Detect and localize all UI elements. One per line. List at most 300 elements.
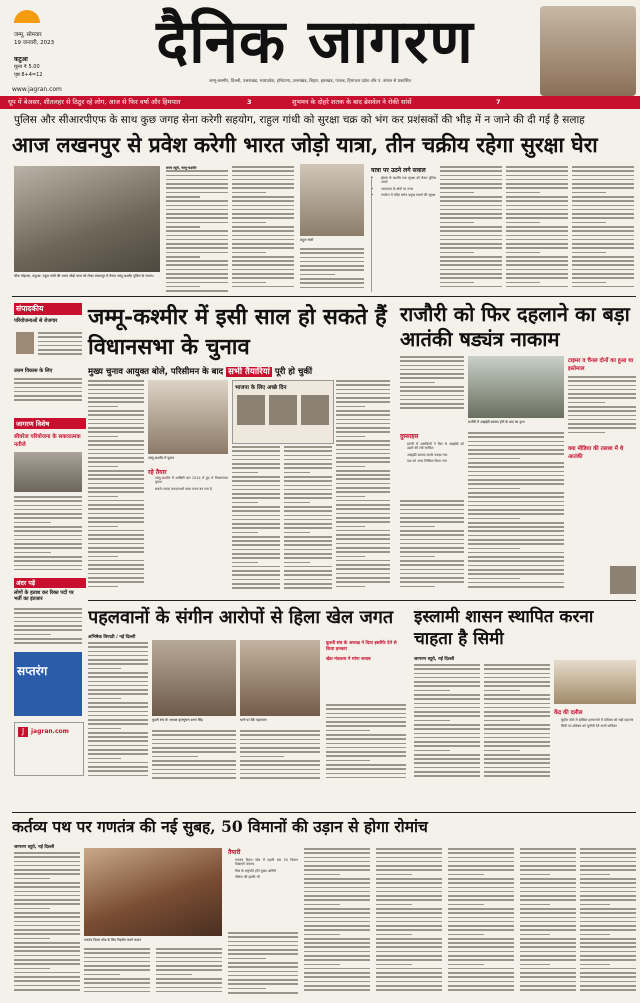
text-line: [448, 908, 514, 910]
text-line: [152, 760, 236, 762]
lead-subhead: यात्रा पर उठने लगे सवाल: [371, 167, 426, 174]
text-line: [376, 989, 442, 991]
text-line: [468, 582, 564, 584]
text-line: [166, 200, 228, 202]
text-line: [88, 719, 148, 721]
rajouri-bullet: • एक को आज निष्क्रिय किया गया: [407, 459, 464, 463]
text-line: [284, 450, 332, 452]
text-line: [336, 453, 390, 455]
text-line: [400, 504, 464, 506]
cricketer-photo: [540, 6, 636, 96]
text-line: [88, 749, 148, 751]
text-line: [580, 989, 636, 991]
text-line: [232, 179, 294, 181]
text-line: [88, 436, 118, 438]
text-line: [300, 265, 364, 267]
republic-body-1: [14, 852, 80, 998]
text-line: [376, 959, 442, 961]
text-line: [336, 414, 390, 416]
text-line: [304, 959, 370, 961]
republic-headline[interactable]: कर्तव्य पथ पर गणतंत्र की नई सुबह, 50 विमानों की उड़ान से होगा रोमांच: [12, 817, 428, 836]
jk-body-2: [232, 446, 280, 594]
text-line: [376, 904, 412, 906]
masthead: [0, 0, 640, 96]
text-line: [414, 673, 480, 675]
text-line: [284, 557, 332, 559]
text-line: [520, 985, 576, 987]
text-line: [336, 457, 390, 459]
text-line: [14, 959, 80, 961]
text-line: [400, 373, 464, 375]
text-line: [14, 387, 82, 389]
text-line: [568, 402, 605, 404]
wrestlers-body-4: [326, 704, 406, 782]
text-line: [88, 538, 144, 540]
republic-body-2: [84, 948, 150, 998]
text-line: [304, 891, 370, 893]
text-line: [484, 685, 550, 687]
text-line: [484, 715, 550, 717]
text-line: [304, 989, 370, 991]
text-line: [520, 951, 576, 953]
text-line: [580, 908, 636, 910]
text-line: [440, 179, 502, 181]
islamic-body-2: [484, 664, 550, 782]
text-line: [88, 581, 144, 583]
text-line: [484, 741, 550, 743]
text-line: [228, 979, 298, 981]
text-line: [14, 921, 80, 923]
text-line: [572, 222, 606, 224]
text-line: [414, 703, 480, 705]
text-line: [376, 908, 442, 910]
text-line: [326, 730, 370, 732]
text-line: [440, 243, 502, 245]
text-line: [284, 540, 332, 542]
text-line: [336, 547, 390, 549]
text-line: [326, 738, 406, 740]
rajouri-box-title: टाइमर व चैनल दोनों का हुआ था इस्तेमाल: [568, 358, 634, 372]
text-line: [284, 587, 332, 589]
text-line: [88, 508, 144, 510]
text-line: [400, 586, 435, 588]
wrestlers-quote: कुश्ती संघ के अध्यक्ष ने दिया इस्तीफे देने से किया इनकार: [326, 641, 397, 652]
text-line: [14, 629, 82, 631]
andar-label: अंदर पढ़ें: [14, 578, 86, 588]
text-line: [520, 912, 576, 914]
text-line: [336, 423, 390, 425]
text-line: [304, 976, 370, 978]
islamic-box: [554, 718, 636, 808]
text-line: [376, 938, 442, 940]
text-line: [88, 440, 144, 442]
rahul-caption: राहुल गांधी: [300, 238, 314, 242]
text-line: [336, 474, 390, 476]
text-line: [304, 908, 370, 910]
text-line: [14, 886, 80, 888]
text-line: [400, 539, 464, 541]
text-line: [448, 904, 484, 906]
text-line: [572, 269, 634, 271]
text-line: [14, 500, 82, 502]
text-line: [400, 526, 435, 528]
text-line: [88, 770, 148, 772]
text-line: [336, 380, 390, 382]
text-line: [414, 762, 480, 764]
text-line: [468, 458, 520, 460]
text-line: [14, 638, 82, 640]
text-line: [326, 777, 406, 779]
text-line: [400, 369, 464, 371]
editorial-body: [38, 332, 82, 362]
jk-body-3: [284, 446, 332, 594]
text-line: [520, 874, 550, 876]
text-line: [232, 273, 294, 275]
text-line: [336, 504, 390, 506]
text-line: [520, 942, 576, 944]
text-line: [156, 991, 222, 993]
text-line: [84, 982, 150, 984]
text-line: [440, 213, 502, 215]
text-line: [88, 380, 144, 382]
republic-bullet: • मिस्र के राष्ट्रपति होंगे मुख्य अतिथि: [235, 869, 298, 873]
text-line: [484, 668, 550, 670]
text-line: [414, 664, 480, 666]
text-line: [468, 552, 564, 554]
text-line: [232, 502, 258, 504]
columnist-photo: [16, 332, 34, 354]
text-line: [414, 707, 480, 709]
section-divider: [12, 296, 636, 297]
text-line: [376, 861, 442, 863]
text-line: [14, 556, 82, 558]
text-line: [440, 205, 502, 207]
text-line: [152, 747, 236, 749]
ticker-page: 7: [496, 98, 501, 106]
text-line: [484, 673, 550, 675]
text-line: [448, 934, 484, 936]
vishesh-title[interactable]: सीवरेज परियोजना के सकारात्मक नतीजे: [14, 434, 81, 448]
lead-headline[interactable]: आज लखनपुर से प्रवेश करेगी भारत जोड़ो यात्रा, तीन चक्रीय रहेगा सुरक्षा घेरा: [12, 132, 598, 157]
text-line: [304, 929, 370, 931]
text-line: [166, 260, 228, 262]
text-line: [284, 553, 332, 555]
saptrang-box[interactable]: [14, 652, 82, 716]
text-line: [88, 753, 148, 755]
text-line: [326, 755, 406, 757]
rajouri-photo: [468, 356, 564, 418]
text-line: [414, 775, 480, 777]
text-line: [152, 777, 236, 779]
wrestlers-byline: अभिषेक त्रिपाठी / नई दिल्ली: [88, 635, 136, 640]
text-line: [232, 510, 280, 512]
text-line: [156, 957, 222, 959]
text-line: [336, 573, 390, 575]
text-line: [468, 505, 564, 507]
text-line: [506, 179, 568, 181]
islamic-headline[interactable]: इस्लामी शासन स्थापित करना चाहता है सिमी: [414, 607, 594, 649]
andar-title[interactable]: लोगों के हताश कर रिक्त पदों पर भर्ती का इंतजार: [14, 590, 74, 602]
editorial-title[interactable]: उत्तम विकास के लिए: [14, 368, 53, 374]
text-line: [232, 463, 280, 465]
text-line: [88, 651, 148, 653]
text-line: [88, 449, 144, 451]
text-line: [240, 760, 320, 762]
jk-side-box: [232, 380, 334, 444]
text-line: [304, 874, 340, 876]
text-line: [88, 401, 144, 403]
text-line: [232, 230, 294, 232]
text-line: [468, 496, 564, 498]
text-line: [14, 560, 82, 562]
text-line: [448, 989, 514, 991]
editorial-title[interactable]: परियोजनाओं से रोजगार: [14, 318, 58, 324]
rajouri-headline[interactable]: राजौरी को फिर दहलाने का बड़ा आतंकी षड्यंत्र नाकाम: [400, 302, 630, 351]
text-line: [580, 904, 610, 906]
text-line: [304, 925, 370, 927]
text-line: [240, 773, 320, 775]
text-line: [414, 741, 480, 743]
jk-headline[interactable]: जम्मू-कश्मीर में इसी साल हो सकते हैं विधानसभा के चुनाव: [88, 304, 387, 360]
text-line: [336, 406, 365, 408]
text-line: [520, 891, 576, 893]
text-line: [326, 717, 406, 719]
text-line: [400, 573, 464, 575]
text-line: [468, 471, 564, 473]
text-line: [232, 196, 294, 198]
text-line: [414, 681, 480, 683]
text-line: [88, 723, 148, 725]
text-line: [232, 260, 294, 262]
text-line: [448, 959, 514, 961]
text-line: [440, 239, 502, 241]
text-line: [240, 777, 320, 779]
text-line: [400, 360, 464, 362]
rajouri-box2-body: [568, 462, 636, 562]
lead-byline: राज्य ब्यूरो, जम्मू-कश्मीर: [166, 166, 197, 170]
republic-byline: जागरण ब्यूरो, नई दिल्ली: [14, 845, 55, 850]
text-line: [84, 961, 150, 963]
rajouri-bullet: • आइईडी बरामद करके पकड़ा गया: [407, 453, 464, 457]
text-line: [156, 982, 222, 984]
rajouri-bullet: • ढांगरी में आतंकियों ने फिर से आइईडी को उड़ाने की रची साजिश: [407, 442, 464, 451]
republic-body-5: [304, 848, 370, 998]
vishesh-label: जागरण विशेष: [14, 418, 86, 429]
text-line: [506, 260, 568, 262]
republic-bullet: • नौसेना की झांकी भी: [235, 875, 298, 879]
text-line: [520, 882, 576, 884]
text-line: [336, 431, 390, 433]
website-link[interactable]: www.jagran.com: [12, 86, 62, 93]
text-line: [232, 557, 280, 559]
text-line: [440, 222, 474, 224]
text-line: [166, 175, 228, 177]
rajouri-body-2: [468, 432, 564, 592]
parade-photo: [84, 848, 222, 936]
issue-pages: पृष्ठ 8+4=12: [14, 72, 43, 78]
text-line: [572, 230, 634, 232]
text-line: [440, 252, 474, 254]
text-line: [414, 758, 480, 760]
text-line: [520, 938, 576, 940]
text-line: [336, 466, 365, 468]
lead-body-1: [166, 166, 228, 292]
text-line: [84, 974, 120, 976]
text-line: [166, 269, 228, 271]
text-line: [14, 565, 82, 567]
text-line: [232, 264, 294, 266]
text-line: [580, 934, 610, 936]
text-line: [284, 583, 332, 585]
text-line: [468, 492, 564, 494]
text-line: [572, 273, 634, 275]
text-line: [232, 579, 280, 581]
text-line: [448, 951, 514, 953]
text-line: [284, 472, 310, 474]
text-line: [468, 522, 564, 524]
text-line: [448, 852, 514, 854]
text-line: [14, 552, 51, 554]
text-line: [14, 950, 80, 952]
text-line: [468, 475, 564, 477]
text-line: [232, 587, 280, 589]
text-line: [580, 912, 636, 914]
text-line: [88, 663, 148, 665]
text-line: [232, 187, 294, 189]
text-line: [580, 964, 610, 966]
text-line: [240, 769, 320, 771]
text-line: [232, 217, 294, 219]
text-line: [232, 485, 280, 487]
text-line: [304, 964, 340, 966]
text-line: [232, 235, 294, 237]
text-line: [468, 445, 564, 447]
text-line: [232, 213, 294, 215]
rajouri-photo-caption: राजौरी में आइईडी बरामद होने के बाद का दृश्य: [468, 420, 525, 424]
text-line: [88, 478, 144, 480]
text-line: [14, 522, 51, 524]
text-line: [228, 941, 298, 943]
text-line: [14, 873, 80, 875]
text-line: [484, 707, 550, 709]
text-line: [376, 972, 442, 974]
text-line: [152, 764, 236, 766]
text-line: [506, 252, 540, 254]
text-line: [506, 166, 568, 168]
text-line: [506, 273, 568, 275]
text-line: [14, 955, 80, 957]
text-line: [448, 848, 514, 850]
text-line: [440, 256, 502, 258]
text-line: [326, 760, 370, 762]
text-line: [572, 175, 634, 177]
text-line: [376, 878, 442, 880]
text-line: [572, 209, 634, 211]
text-line: [414, 767, 480, 769]
text-line: [580, 869, 636, 871]
text-line: [284, 493, 332, 495]
lead-kicker: पुलिस और सीआरपीएफ के साथ कुछ जगह सेना करेगी सहयोग, राहुल गांधी को सुरक्षा चक्र को भंग कर प्रशंसकों की भीड़ में न जाने की दी गई है सलाह: [14, 114, 585, 126]
text-line: [232, 282, 266, 284]
text-line: [300, 274, 335, 276]
wrestlers-body-3: [240, 730, 320, 782]
lead-bullet: • नगरोटा में मंदिर समेत प्रमुख स्थलों की सुरक्षा: [381, 193, 436, 197]
text-line: [88, 393, 144, 395]
text-line: [448, 976, 514, 978]
text-line: [88, 715, 148, 717]
text-line: [468, 578, 520, 580]
ticker-item[interactable]: धूप में बेअसर, शीतलहर से ठिठुर रहे लोग, आज से फिर वर्षा और हिमपात: [8, 98, 181, 106]
text-line: [568, 389, 636, 391]
text-line: [84, 969, 150, 971]
text-line: [468, 501, 564, 503]
text-line: [572, 286, 634, 288]
text-line: [14, 530, 82, 532]
text-line: [376, 895, 442, 897]
text-line: [240, 739, 320, 741]
text-line: [336, 397, 390, 399]
text-line: [14, 916, 80, 918]
text-line: [14, 989, 80, 991]
ticker-item[interactable]: शुभमन के दोहरे शतक के बाद ब्रेसवेल ने रोकी सांसें: [292, 98, 412, 106]
jk-bullet: • सबसे ज्यादा मतदाताओं वाला राज्य बन गया है: [155, 487, 228, 491]
text-line: [88, 564, 144, 566]
text-line: [580, 955, 636, 957]
text-line: [232, 523, 280, 525]
text-line: [376, 934, 412, 936]
text-line: [284, 455, 332, 457]
text-line: [448, 972, 514, 974]
text-line: [156, 961, 222, 963]
text-line: [448, 878, 514, 880]
text-line: [88, 414, 144, 416]
jk-bullet: • जम्मू-कश्मीर में आखिरी बार 2014 में हुए थे विधानसभा चुनाव: [155, 476, 228, 485]
text-line: [14, 925, 80, 927]
text-line: [568, 397, 636, 399]
text-line: [300, 252, 364, 254]
text-line: [400, 395, 464, 397]
text-line: [376, 874, 412, 876]
text-line: [232, 209, 294, 211]
jagran-link-box[interactable]: [14, 722, 84, 776]
islamic-body-1: [414, 664, 480, 782]
jagran-link[interactable]: jagran.com: [31, 728, 69, 735]
jk-subhead-post: पूरी हो चुकीं: [274, 367, 313, 377]
text-line: [400, 377, 464, 379]
wrestlers-headline[interactable]: पहलवानों के संगीन आरोपों से हिला खेल जगत: [88, 607, 394, 628]
text-line: [156, 965, 222, 967]
text-line: [152, 743, 236, 745]
text-line: [232, 519, 280, 521]
text-line: [84, 978, 150, 980]
text-line: [580, 899, 636, 901]
text-line: [414, 720, 450, 722]
text-line: [400, 560, 464, 562]
republic-body-9: [580, 848, 636, 998]
text-line: [336, 551, 390, 553]
text-line: [448, 985, 514, 987]
text-line: [88, 693, 148, 695]
text-line: [376, 869, 442, 871]
text-line: [448, 964, 484, 966]
text-line: [580, 981, 636, 983]
text-line: [520, 989, 576, 991]
text-line: [440, 200, 502, 202]
text-line: [376, 951, 442, 953]
text-line: [232, 170, 294, 172]
text-line: [284, 506, 332, 508]
text-line: [506, 183, 568, 185]
